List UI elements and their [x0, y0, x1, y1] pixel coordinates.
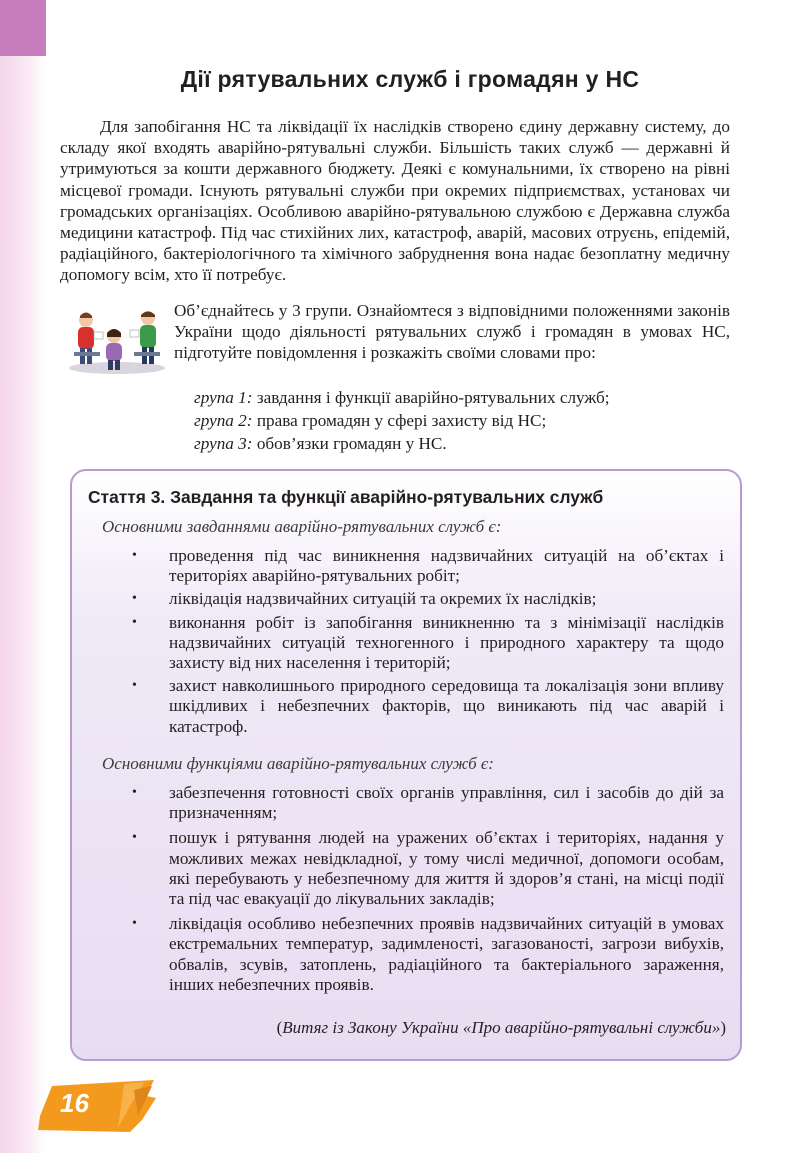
list-item [72, 546, 732, 586]
group-item-3 [194, 432, 754, 455]
list-item [72, 914, 732, 995]
functions-intro: Основними функціями аварійно-рятувальних служб є: [102, 754, 494, 773]
page-number-brush-stroke [34, 1076, 158, 1134]
intro-paragraph: Для запобігання НС та ліквідації їх наслідків створено єдину державну систему, до складу якої входять аварійно-рятувальні служби. Більшість таких служб — державні й утримуються за кошти державного бюджету. Деякі є комунальними, їх створено на рівні місцевої громади. Існують рятувальні служби при окремих підприємствах, установах чи громадських організаціях. Особливою аварійно-рятувальною службою є Державна служба медицини катастроф. Під час стихійних лих, катастроф, аварій, масових отруєнь, епідемій, радіаційного, бактеріологічного та хімічного забруднення вона надає безоплатну медичну допомогу всім, хто її потребує. [60, 117, 730, 285]
law-article-box [70, 469, 742, 1061]
group-label: група 3: [194, 434, 253, 453]
list-item [72, 589, 732, 609]
section-title: Дії рятувальних служб і громадян у НС [180, 66, 640, 92]
bullet-icon: • [132, 678, 137, 694]
list-item [72, 828, 732, 909]
page-margin-strip [0, 0, 46, 1153]
citation-close-paren: ) [720, 1018, 726, 1037]
bullet-icon: • [132, 548, 137, 563]
group-label: група 1: [194, 388, 253, 407]
group-text: завдання і функції аварійно-рятувальних служб; [252, 388, 610, 407]
list-item-text: ліквідація надзвичайних ситуацій та окремих їх наслідків; [169, 589, 597, 609]
citation-text: Витяг із Закону України «Про аварійно-рятувальні служби» [282, 1018, 721, 1037]
list-item-text: пошук і рятування людей на уражених об’єктах і територіях, надання у можливих межах невідкладної, у тому числі медичної, допомоги особам, які перебувають у небезпечному для життя й здоров’я стані, на місці події та під час евакуації до лікувальних закладів; [169, 828, 724, 909]
group-text: права громадян у сфері захисту від НС; [252, 411, 547, 430]
list-item-text: виконання робіт із запобігання виникненню та з мінімізації наслідків надзвичайних ситуацій техногенного і природного характеру та щодо захисту від них населення і територій; [169, 612, 724, 673]
tasks-intro: Основними завданнями аварійно-рятувальних служб є: [102, 517, 502, 536]
group-label: група 2: [194, 411, 253, 430]
page-number: 16 [60, 1088, 89, 1118]
list-item [72, 613, 732, 674]
group-list [194, 386, 754, 455]
bullet-icon: • [132, 591, 137, 607]
bullet-icon: • [132, 614, 137, 630]
list-item [72, 783, 732, 823]
tasks-list [72, 546, 732, 737]
group-task-text: Об’єднайтесь у 3 групи. Ознайомтеся з відповідними положеннями законів України щодо діяльності рятувальних служб і громадян в умовах НС, підготуйте повідомлення і розкажіть своїми словами про: [174, 301, 730, 363]
law-citation [277, 1018, 726, 1038]
list-item [72, 676, 732, 737]
article-title: Стаття 3. Завдання та функції аварійно-рятувальних служб [88, 487, 604, 507]
functions-list [72, 783, 732, 995]
list-item-text: забезпечення готовності своїх органів управління, сил і засобів до дій за призначенням; [169, 783, 724, 823]
group-text: обов’язки громадян у НС. [252, 434, 447, 453]
bullet-icon: • [132, 916, 137, 932]
citation-open-paren: ( [276, 1018, 283, 1037]
list-item-text: проведення під час виникнення надзвичайних ситуацій на об’єктах і територіях аварійно-рятувальних робіт; [169, 546, 724, 586]
list-item-text: захист навколишнього природного середовища та локалізація зони впливу шкідливих і небезпечних факторів, що виникають під час аварій і катастроф. [169, 676, 724, 736]
group-discussion-illustration [66, 300, 168, 376]
group-item-1 [194, 386, 754, 409]
corner-tab [0, 0, 46, 56]
bullet-icon: • [132, 785, 137, 800]
list-item-text: ліквідація особливо небезпечних проявів надзвичайних ситуацій в умовах екстремальних температур, задимленості, загазованості, загрози вибухів, обвалів, зсувів, затоплень, радіаційного та бактеріального зараження, інших небезпечних проявів. [169, 914, 724, 994]
group-item-2 [194, 409, 754, 432]
bullet-icon: • [132, 830, 137, 846]
